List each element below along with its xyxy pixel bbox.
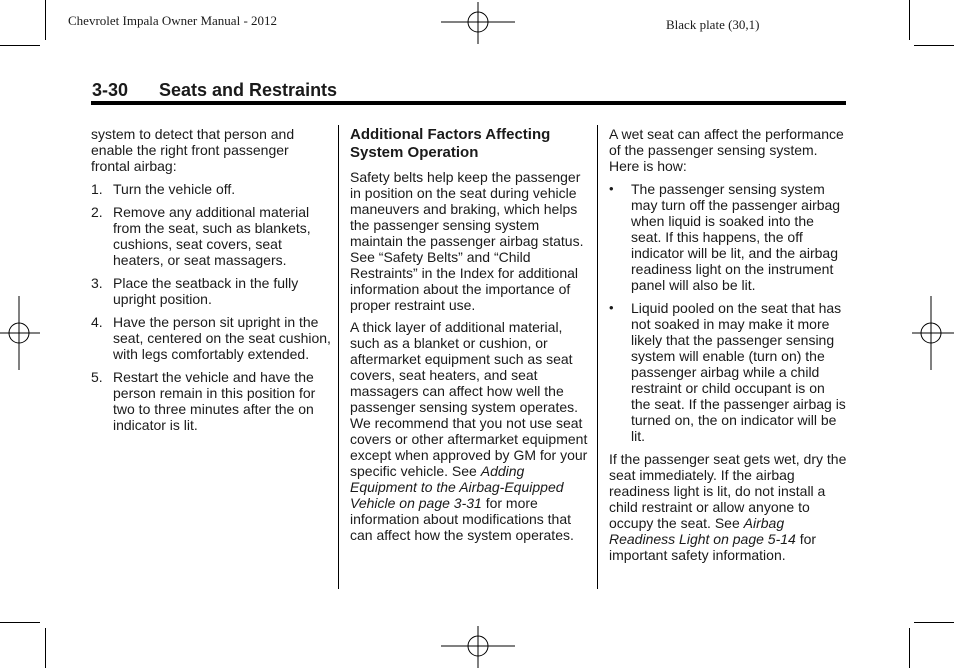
section-title: Seats and Restraints [159, 80, 338, 100]
list-item [91, 204, 331, 268]
column-3 [609, 126, 847, 570]
registration-mark-icon [0, 296, 40, 370]
list-number: 4. [91, 314, 103, 330]
list-number: 2. [91, 204, 103, 220]
paragraph-text: for more information about modifications that can affect how the system operates. [350, 495, 574, 543]
numbered-list [91, 181, 331, 433]
registration-mark-icon [441, 626, 515, 668]
column-2 [350, 126, 588, 549]
crop-mark [45, 0, 46, 40]
list-number: 3. [91, 275, 103, 291]
column-divider [597, 125, 598, 589]
paragraph: Safety belts help keep the passenger in position on the seat during vehicle maneuvers and braking, which helps the passenger sensing system maintain the passenger airbag status. See “Safety Belts” and “Child Restraints” in the Index for additional information about the importance of proper restraint use. [350, 169, 584, 313]
list-text: Have the person sit upright in the seat, centered on the seat cushion, with legs comfortably extended. [113, 314, 331, 362]
column-1 [91, 126, 331, 440]
list-item [91, 314, 331, 362]
list-number: 1. [91, 181, 103, 197]
subsection-heading: Additional Factors Affecting System Operation [350, 126, 551, 161]
bullet-icon: • [609, 181, 614, 196]
crop-mark [914, 45, 954, 46]
paragraph [350, 319, 588, 543]
heading-rule [91, 101, 846, 105]
list-text: Liquid pooled on the seat that has not soaked in may make it more likely that the passenger sensing system will enable (turn on) the passenger airbag while a child restraint or child occupant is on the seat. If the passenger airbag is turned on, the on indicator will be lit. [631, 300, 846, 444]
paragraph-text: for important safety information. [609, 531, 817, 563]
crop-mark [909, 628, 910, 668]
paragraph: system to detect that person and enable the right front passenger frontal airbag: [91, 126, 295, 174]
registration-mark-icon [441, 2, 515, 44]
section-heading [92, 80, 337, 101]
crop-mark [45, 628, 46, 668]
cross-reference-link[interactable]: Airbag Readiness Light on page 5-14 [609, 515, 796, 547]
paragraph-text: If the passenger seat gets wet, dry the seat immediately. If the airbag readiness light is lit, do not install a child restraint or allow anyone to occupy the seat. See [609, 451, 847, 531]
registration-mark-icon [912, 296, 954, 370]
list-number: 5. [91, 369, 103, 385]
column-divider [338, 125, 339, 589]
paragraph [609, 451, 847, 563]
page-number: 3-30 [92, 80, 129, 100]
crop-mark [0, 622, 40, 623]
crop-mark [909, 0, 910, 40]
list-item [609, 181, 847, 293]
bullet-list [609, 181, 847, 444]
list-text: The passenger sensing system may turn off the passenger airbag when liquid is soaked into the seat. If this happens, the off indicator will be lit, and the airbag readiness light on the instrument panel will also be lit. [631, 181, 841, 293]
bullet-icon: • [609, 300, 614, 315]
list-item [609, 300, 847, 444]
list-item [91, 275, 331, 307]
plate-label: Black plate (30,1) [666, 17, 760, 32]
list-text: Restart the vehicle and have the person remain in this position for two to three minutes after the on indicator is lit. [113, 369, 316, 433]
list-text: Remove any additional material from the seat, such as blankets, cushions, seat covers, seat heaters, or seat massagers. [113, 204, 311, 268]
list-item [91, 181, 331, 197]
paragraph-text: A thick layer of additional material, such as a blanket or cushion, or aftermarket equipment such as seat covers, seat heaters, and seat massagers can affect how well the passenger sensing system operates. We recommend that you not use seat covers or other aftermarket equipment except when approved by GM for your specific vehicle. See [350, 319, 588, 479]
manual-title: Chevrolet Impala Owner Manual - 2012 [68, 13, 278, 28]
list-text: Turn the vehicle off. [113, 181, 236, 197]
crop-mark [0, 45, 40, 46]
paragraph: A wet seat can affect the performance of the passenger sensing system. Here is how: [609, 126, 844, 174]
crop-mark [914, 622, 954, 623]
cross-reference-link[interactable]: Adding Equipment to the Airbag-Equipped Vehicle on page 3-31 [350, 463, 564, 511]
list-item [91, 369, 331, 433]
list-text: Place the seatback in the fully upright position. [113, 275, 299, 307]
